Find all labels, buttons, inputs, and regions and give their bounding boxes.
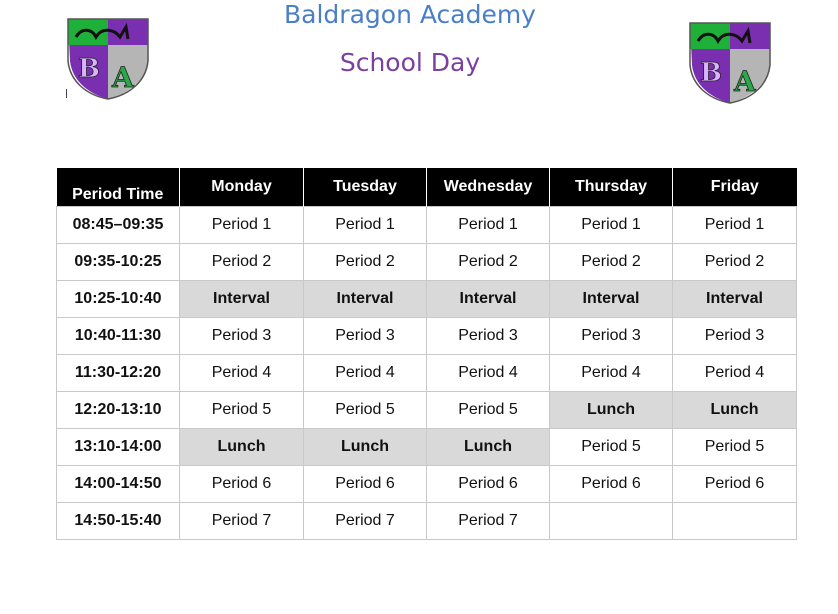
thursday-cell: Period 4 xyxy=(550,355,673,392)
tuesday-cell: Interval xyxy=(304,281,427,318)
wednesday-cell: Period 7 xyxy=(427,503,550,540)
friday-cell: Interval xyxy=(673,281,797,318)
tuesday-cell: Lunch xyxy=(304,429,427,466)
school-crest-logo-right xyxy=(688,21,772,105)
monday-cell: Period 2 xyxy=(180,244,304,281)
friday-cell: Period 3 xyxy=(673,318,797,355)
thursday-cell: Period 3 xyxy=(550,318,673,355)
friday-cell: Period 4 xyxy=(673,355,797,392)
tuesday-cell: Period 3 xyxy=(304,318,427,355)
friday-cell: Period 1 xyxy=(673,207,797,244)
thursday-cell: Lunch xyxy=(550,392,673,429)
tuesday-cell: Period 2 xyxy=(304,244,427,281)
thursday-cell: Period 6 xyxy=(550,466,673,503)
friday-cell: Lunch xyxy=(673,392,797,429)
friday-cell: Period 5 xyxy=(673,429,797,466)
wednesday-cell: Period 6 xyxy=(427,466,550,503)
column-header-wednesday: Wednesday xyxy=(427,168,550,207)
column-header-friday: Friday xyxy=(673,168,797,207)
svg-text:A: A xyxy=(112,61,134,94)
table-row xyxy=(57,355,797,392)
svg-text:B: B xyxy=(700,58,722,88)
thursday-cell: Period 5 xyxy=(550,429,673,466)
friday-cell: Period 6 xyxy=(673,466,797,503)
divider-mark xyxy=(66,89,67,98)
tuesday-cell: Period 6 xyxy=(304,466,427,503)
wednesday-cell: Period 4 xyxy=(427,355,550,392)
monday-cell: Period 5 xyxy=(180,392,304,429)
tuesday-cell: Period 4 xyxy=(304,355,427,392)
tuesday-cell: Period 1 xyxy=(304,207,427,244)
table-row xyxy=(57,244,797,281)
tuesday-cell: Period 7 xyxy=(304,503,427,540)
monday-cell: Period 7 xyxy=(180,503,304,540)
table-row xyxy=(57,466,797,503)
thursday-cell: Period 1 xyxy=(550,207,673,244)
wednesday-cell: Period 5 xyxy=(427,392,550,429)
monday-cell: Period 3 xyxy=(180,318,304,355)
column-header-monday: Monday xyxy=(180,168,304,207)
wednesday-cell: Interval xyxy=(427,281,550,318)
thursday-cell: Interval xyxy=(550,281,673,318)
wednesday-cell: Period 3 xyxy=(427,318,550,355)
table-row xyxy=(57,503,797,540)
friday-cell: Period 2 xyxy=(673,244,797,281)
page-subtitle: School Day xyxy=(339,48,481,77)
thursday-cell: Period 2 xyxy=(550,244,673,281)
svg-text:B: B xyxy=(78,54,100,84)
monday-cell: Interval xyxy=(180,281,304,318)
table-row xyxy=(57,281,797,318)
table-row xyxy=(57,429,797,466)
timetable-header-row xyxy=(57,168,797,207)
table-row xyxy=(57,392,797,429)
period-time-cell: 13:10-14:00 xyxy=(57,429,180,466)
period-time-cell: 10:40-11:30 xyxy=(57,318,180,355)
period-time-cell: 11:30-12:20 xyxy=(57,355,180,392)
period-time-cell: 12:20-13:10 xyxy=(57,392,180,429)
column-header-period-time: Period Time xyxy=(57,168,180,207)
period-time-cell: 09:35-10:25 xyxy=(57,244,180,281)
monday-cell: Period 6 xyxy=(180,466,304,503)
monday-cell: Lunch xyxy=(180,429,304,466)
school-title: Baldragon Academy xyxy=(284,0,536,29)
wednesday-cell: Period 1 xyxy=(427,207,550,244)
svg-text:A: A xyxy=(734,65,756,98)
tuesday-cell: Period 5 xyxy=(304,392,427,429)
table-row xyxy=(57,207,797,244)
wednesday-cell: Lunch xyxy=(427,429,550,466)
period-time-cell: 14:00-14:50 xyxy=(57,466,180,503)
period-time-cell: 10:25-10:40 xyxy=(57,281,180,318)
thursday-cell xyxy=(550,503,673,540)
wednesday-cell: Period 2 xyxy=(427,244,550,281)
column-header-tuesday: Tuesday xyxy=(304,168,427,207)
column-header-thursday: Thursday xyxy=(550,168,673,207)
timetable xyxy=(56,168,797,540)
period-time-cell: 08:45–09:35 xyxy=(57,207,180,244)
monday-cell: Period 4 xyxy=(180,355,304,392)
school-crest-logo xyxy=(66,17,150,101)
monday-cell: Period 1 xyxy=(180,207,304,244)
table-row xyxy=(57,318,797,355)
friday-cell xyxy=(673,503,797,540)
period-time-cell: 14:50-15:40 xyxy=(57,503,180,540)
